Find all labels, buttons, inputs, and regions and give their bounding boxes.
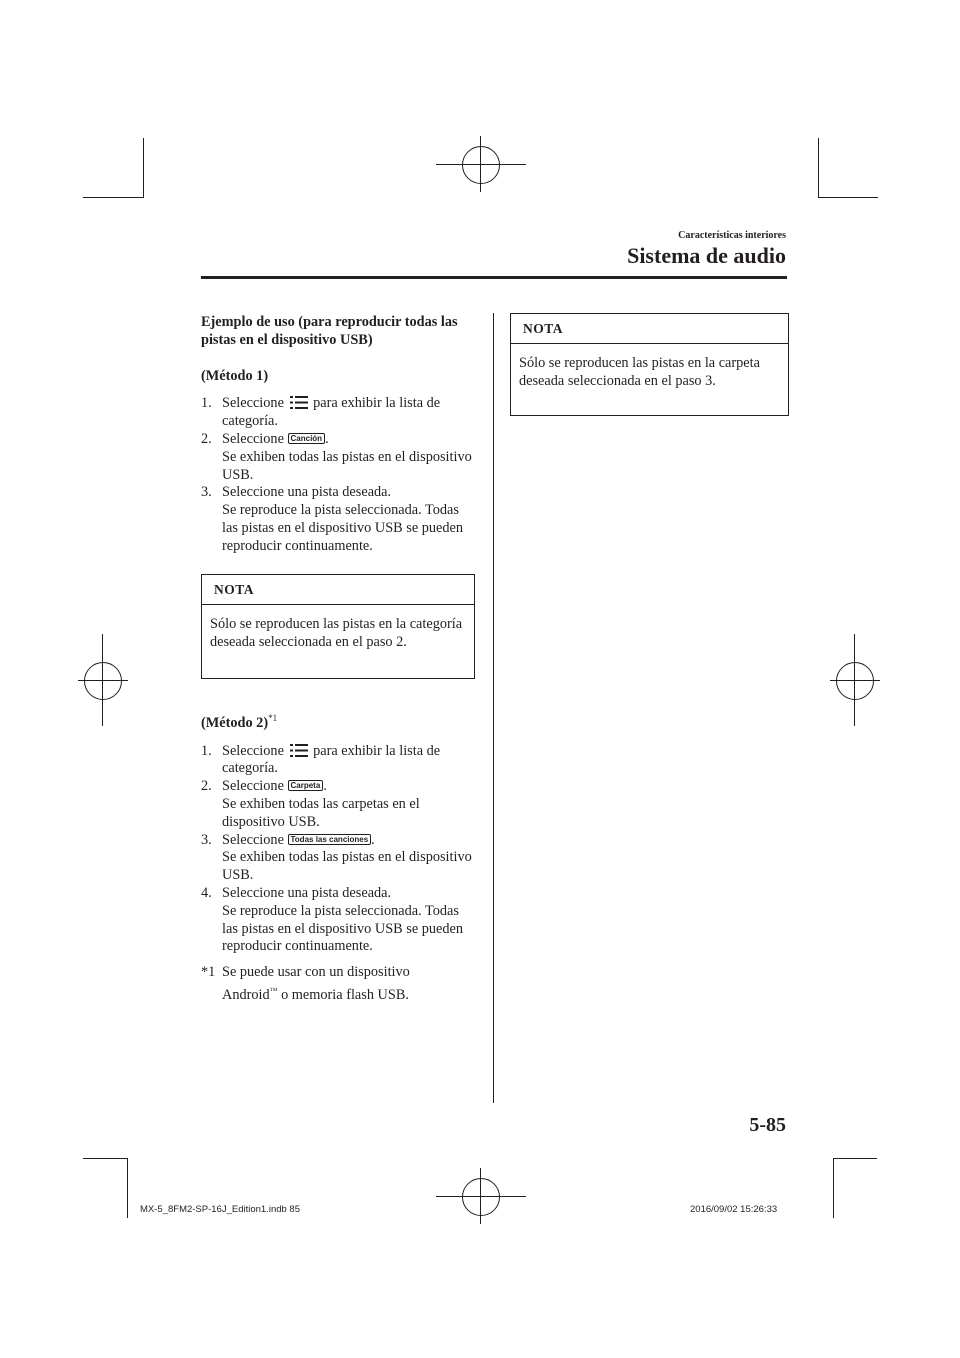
- note-label: NOTA: [511, 314, 788, 344]
- page-title: Sistema de audio: [627, 243, 786, 268]
- list-item: [201, 431, 473, 484]
- step-detail: Se exhiben todas las pistas en el dispositivo USB.: [222, 849, 472, 884]
- step-number: 4.: [201, 884, 212, 901]
- list-icon: [290, 396, 308, 409]
- footnote-end: o memoria flash USB.: [281, 986, 409, 1003]
- step-text: Seleccione: [222, 430, 284, 447]
- list-item: [201, 885, 473, 956]
- step-text: .: [323, 778, 327, 795]
- step-text: Seleccione: [222, 742, 284, 759]
- step-text: Seleccione una pista deseada.: [222, 484, 392, 501]
- column-divider: [493, 313, 494, 1103]
- left-column: [201, 314, 473, 556]
- list-item: [201, 743, 473, 779]
- section-heading: Ejemplo de uso (para reproducir todas las pistas en el dispositivo USB): [201, 314, 458, 348]
- step-text: .: [371, 831, 375, 848]
- step-text: para exhibir la lista de categoría.: [222, 742, 441, 777]
- footnote-mark: *1: [201, 964, 216, 981]
- todas-las-canciones-button-image: Todas las canciones: [288, 834, 372, 845]
- footnote-android: Android: [222, 986, 270, 1003]
- note-text: Sólo se reproducen las pistas en la categoría deseada seleccionada en el paso 2.: [210, 616, 463, 650]
- page-number: 5-85: [749, 1114, 786, 1136]
- footnote-marker: *1: [268, 713, 278, 723]
- step-text: Seleccione: [222, 831, 284, 848]
- footer-file: MX-5_8FM2-SP-16J_Edition1.indb 85: [140, 1204, 301, 1215]
- step-text: Seleccione una pista deseada.: [222, 884, 392, 901]
- method2-block: [201, 710, 473, 1004]
- carpeta-button-image: Carpeta: [288, 780, 324, 791]
- footnote-continuation: [222, 982, 473, 1005]
- step-text: para exhibir la lista de categoría.: [222, 395, 441, 430]
- step-number: 2.: [201, 430, 212, 447]
- list-icon: [290, 744, 308, 757]
- step-number: 3.: [201, 484, 212, 501]
- list-item: [201, 778, 473, 831]
- footnote-text: Se puede usar con un dispositivo: [222, 964, 410, 981]
- step-text: Seleccione: [222, 395, 284, 412]
- step-text: Seleccione: [222, 778, 284, 795]
- section-label: Características interiores: [678, 230, 786, 241]
- note-text: Sólo se reproducen las pistas en la carpeta deseada seleccionada en el paso 3.: [519, 355, 760, 389]
- header-rule: [201, 276, 787, 279]
- step-number: 2.: [201, 778, 212, 795]
- step-number: 3.: [201, 831, 212, 848]
- step-detail: Se exhiben todas las carpetas en el dispositivo USB.: [222, 795, 420, 830]
- note-label: NOTA: [202, 575, 474, 605]
- footer-timestamp: 2016/09/02 15:26:33: [690, 1204, 778, 1215]
- step-text: .: [325, 430, 329, 447]
- list-item: [201, 395, 473, 431]
- method1-steps: [201, 395, 473, 555]
- method2-steps: [201, 743, 473, 957]
- list-item: [201, 484, 473, 555]
- footnote: [201, 964, 473, 1004]
- note-box: [510, 313, 789, 416]
- cancion-button-image: Canción: [288, 433, 326, 444]
- step-detail: Se exhiben todas las pistas en el dispositivo USB.: [222, 448, 472, 483]
- step-number: 1.: [201, 742, 212, 759]
- trademark-symbol: ™: [269, 985, 278, 995]
- step-detail: Se reproduce la pista seleccionada. Todas las pistas en el dispositivo USB se pueden reproducir continuamente.: [222, 502, 464, 554]
- method1-title: (Método 1): [201, 367, 269, 384]
- note-box: [201, 574, 475, 679]
- list-item: [201, 832, 473, 885]
- step-detail: Se reproduce la pista seleccionada. Todas las pistas en el dispositivo USB se pueden reproducir continuamente.: [222, 902, 464, 955]
- method2-title: (Método 2)$^{*1}$: [201, 713, 278, 731]
- step-number: 1.: [201, 395, 212, 412]
